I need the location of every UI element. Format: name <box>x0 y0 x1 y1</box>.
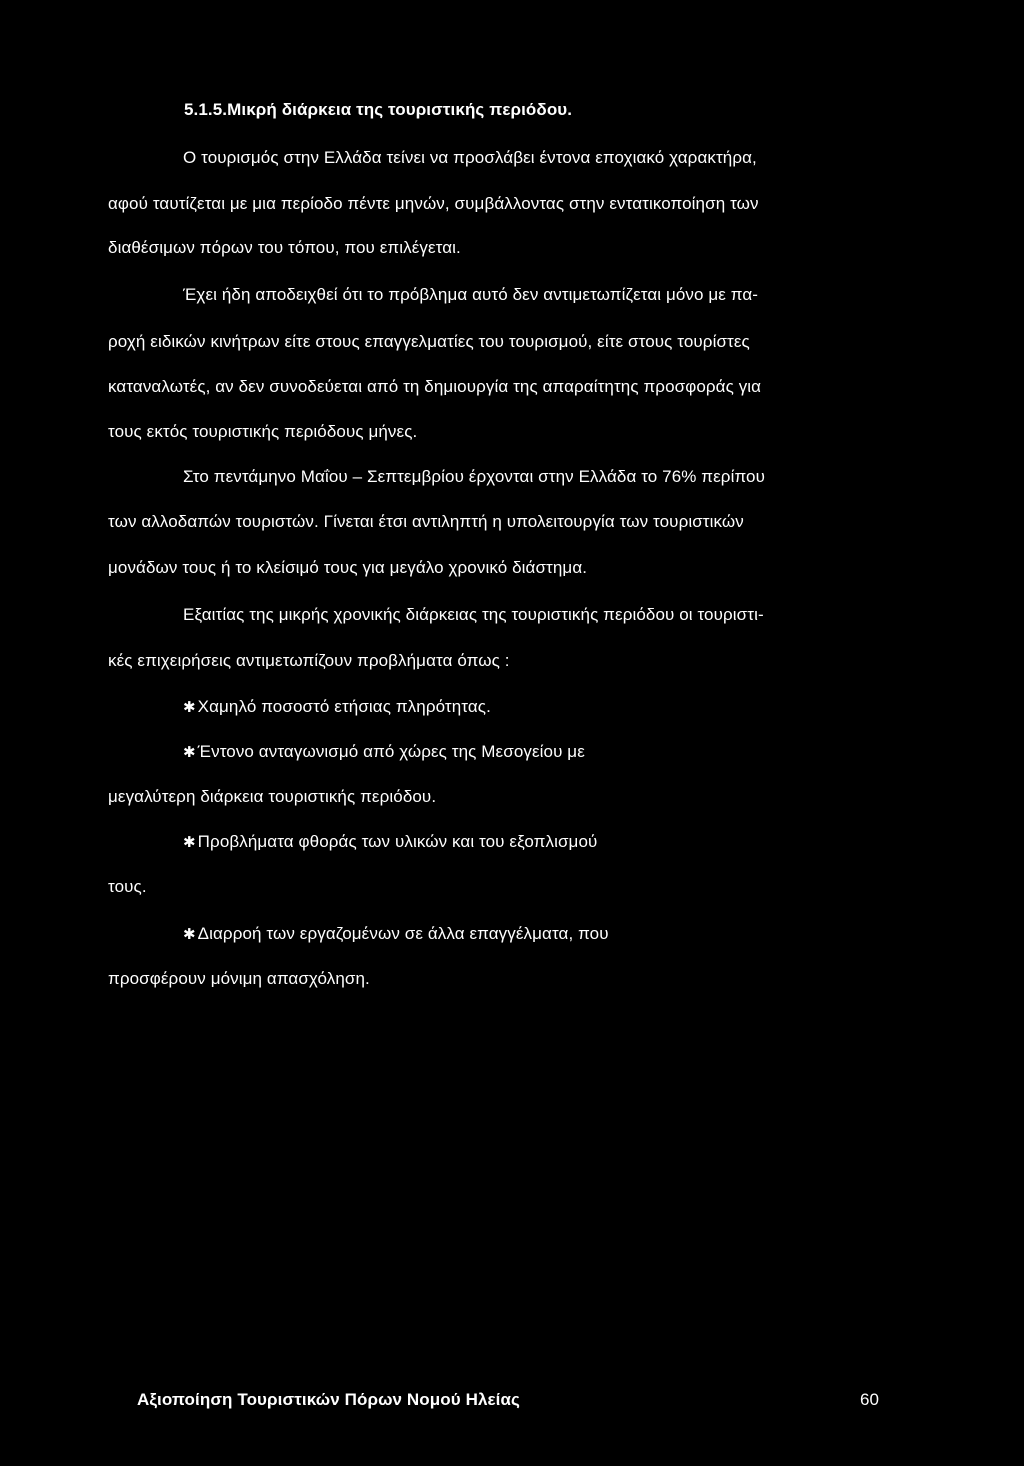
paragraph-4-line-2: κές επιχειρήσεις αντιμετωπίζουν προβλήματα όπως : <box>108 651 510 670</box>
paragraph-2-line-3: καταναλωτές, αν δεν συνοδεύεται από τη δημιουργία της απαραίτητης προσφοράς για <box>108 377 762 396</box>
section-heading: 5.1.5.Μικρή διάρκεια της τουριστικής περιόδου. <box>184 100 573 119</box>
paragraph-1-line-2: αφού ταυτίζεται με μια περίοδο πέντε μηνών, συμβάλλοντας στην εντατικοποίηση των <box>108 194 759 213</box>
bullet-4-text: Διαρροή των εργαζομένων σε άλλα επαγγέλματα, που <box>197 924 609 943</box>
bullet-3-text: Προβλήματα φθοράς των υλικών και του εξοπλισμού <box>197 832 598 851</box>
asterisk-bullet-icon: ✱ <box>183 744 196 761</box>
paragraph-4-line-1: Εξαιτίας της μικρής χρονικής διάρκειας της τουριστικής περιόδου οι τουριστι- <box>183 605 764 624</box>
bullet-2-text: Έντονο ανταγωνισμό από χώρες της Μεσογείου με <box>197 742 585 761</box>
bullet-item-3 <box>183 832 597 853</box>
asterisk-bullet-icon: ✱ <box>183 926 196 943</box>
bullet-2-continuation: μεγαλύτερη διάρκεια τουριστικής περιόδου. <box>108 787 437 806</box>
footer-title: Αξιοποίηση Τουριστικών Πόρων Νομού Ηλείας <box>137 1390 520 1409</box>
paragraph-2-line-4: τους εκτός τουριστικής περιόδους μήνες. <box>108 422 418 441</box>
paragraph-1-line-3: διαθέσιμων πόρων του τόπου, που επιλέγεται. <box>108 238 461 257</box>
paragraph-3-line-2: των αλλοδαπών τουριστών. Γίνεται έτσι αντιληπτή η υπολειτουργία των τουριστικών <box>108 512 744 531</box>
bullet-item-2 <box>183 742 585 763</box>
paragraph-1-line-1: Ο τουρισμός στην Ελλάδα τείνει να προσλάβει έντονα εποχιακό χαρακτήρα, <box>183 148 757 167</box>
bullet-item-1 <box>183 697 491 718</box>
bullet-4-continuation: προσφέρουν μόνιμη απασχόληση. <box>108 969 370 988</box>
paragraph-2-line-1: Έχει ήδη αποδειχθεί ότι το πρόβλημα αυτό δεν αντιμετωπίζεται μόνο με πα- <box>183 285 759 304</box>
bullet-1-text: Χαμηλό ποσοστό ετήσιας πληρότητας. <box>197 697 491 716</box>
bullet-item-4 <box>183 924 609 945</box>
paragraph-3-line-1: Στο πεντάμηνο Μαΐου – Σεπτεμβρίου έρχονται στην Ελλάδα το 76% περίπου <box>183 467 765 486</box>
paragraph-2-line-2: ροχή ειδικών κινήτρων είτε στους επαγγελματίες του τουρισμού, είτε στους τουρίστες <box>108 332 750 351</box>
paragraph-3-line-3: μονάδων τους ή το κλείσιμό τους για μεγάλο χρονικό διάστημα. <box>108 558 588 577</box>
asterisk-bullet-icon: ✱ <box>183 699 196 716</box>
bullet-3-continuation: τους. <box>108 877 147 896</box>
asterisk-bullet-icon: ✱ <box>183 834 196 851</box>
page-number: 60 <box>860 1390 880 1409</box>
